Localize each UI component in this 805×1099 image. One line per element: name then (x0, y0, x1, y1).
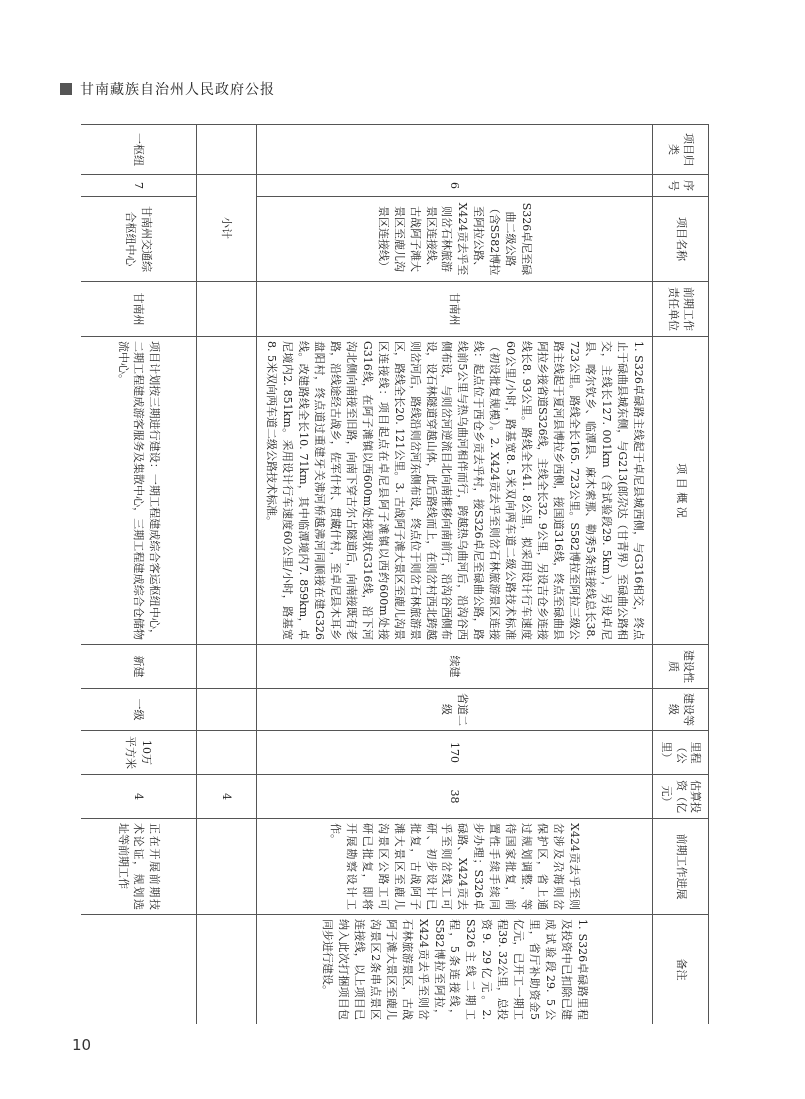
empty-cell (197, 915, 257, 1025)
empty-cell (197, 645, 257, 689)
table-container (81, 124, 709, 1024)
construction-grade: 一级 (81, 689, 197, 731)
estimated-investment: 38 (257, 775, 653, 819)
mileage: 10万平方米 (81, 731, 197, 775)
subtotal-investment: 4 (197, 775, 257, 819)
notes: 1. S326卓碌路里程及投资中已扣除已建成试验段29. 5公里，省厅补助资金5亿元，已开工一期工程39. 32公里，总投资9. 29亿元。2. S326主线二期工程，5条连接线，S582博拉至阿拉，X424贡去乎至则岔石林旅游景区，古战阿子滩大景区至鹿儿沟景区2条串点景区连接线，以上项目已纳入此次打捆项目包同步进行建设。 (257, 915, 653, 1025)
construction-nature: 新建 (81, 645, 197, 689)
page-header (60, 79, 275, 99)
project-name: 甘南州交通综合枢纽中心 (81, 197, 197, 282)
project-table (81, 124, 709, 1024)
col-header: 前期工作责任单位 (653, 282, 709, 337)
col-header: 前期工作进展 (653, 819, 709, 915)
header-title: 甘南藏族自治州人民政府公报 (80, 82, 275, 98)
table-row (81, 125, 197, 1025)
col-header: 估算投资（亿元） (653, 775, 709, 819)
col-header: 备注 (653, 915, 709, 1025)
empty-cell (197, 689, 257, 731)
mileage: 170 (257, 731, 653, 775)
project-description: 1. S326卓碌路主线起于卓尼县城西侧，与G316相交，终点止于碌曲县城东侧，与G213(郎尕达（甘青界）至碌曲公路相交，主线长127. 001km（含试验段29. 5km），另设卓尼县、喀尔钦乡、临潭县、麻木索那、勒秀5条连接线总长38. 723公里。路线全长165. 723公里。S582博拉至阿拉三级公路主线起于夏河县博拉乡西侧，接国道316线，终点至碌曲县阿拉乡接省道S326线，主线全长32. 9公里，另设吉仓乡连接线长8. 93公里。路线全长41. 8公里，拟采用设计行车速度60公里/小时，路基宽8. 5米双向两车道二级公路技术标准（初设批复规模）。2. X424贡去乎至则岔石林旅游景区连接线：起点位于西仓乡贡去乎村，接S326卓尼至碌曲公路，路线前5公里与热乌曲河相伴而行，跨越热乌曲河后，沿沟谷西侧布设，与则岔河逆流目北向南推移向南前行，沿沟谷西侧布设，设石林隧道穿越山体，此后路线而上，在则岔村西北跨越则岔河后，路线沿则岔河东侧布设，终点位于则岔石林旅游景区，路线全长20. 121公里。3. 古战阿子滩大景区至鹿儿沟景区连接线：项目起点在卓尼县阿子滩镇以西约600m处接G316线，在阿子滩镇以西600m处接现状G316线，沿下河沟北侧向南接至旧路，向南下穿古尔占隧道后，向南接既有老路，沿线途经古战乡，佐军什村、贯藏什村，至卓尼县木耳乡盘阳村，终点道过重建牙关沸河桥越沸河同顺接在建G326线。改建路线全长10. 71km，其中临潭境内7. 859km，卓尼境内2. 851km。采用设计行车速度60公里/小时，路基宽8. 5米双向两车道二级公路技术标准。 (257, 337, 653, 645)
subtotal-row (197, 125, 257, 1025)
responsible-unit: 甘南州 (81, 282, 197, 337)
col-header: 建设性质 (653, 645, 709, 689)
category-cell: 一枢纽 (81, 125, 197, 175)
empty-cell (197, 282, 257, 337)
col-header: 项目名称 (653, 197, 709, 282)
header-square-icon (60, 83, 72, 95)
empty-cell (197, 337, 257, 645)
category-cell (197, 125, 257, 175)
table-row (257, 125, 653, 1025)
col-header: 项 目 概 况 (653, 337, 709, 645)
empty-cell (197, 731, 257, 775)
subtotal-label: 小计 (197, 175, 257, 282)
row-number: 6 (257, 175, 653, 197)
row-number: 7 (81, 175, 197, 197)
progress: 正在开展前期技术论证，规划选址等前期工作 (81, 819, 197, 915)
col-header: 项目归类 (653, 125, 709, 175)
table-header-row (653, 125, 709, 1025)
notes (81, 915, 197, 1025)
responsible-unit: 甘南州 (257, 282, 653, 337)
construction-nature: 续建 (257, 645, 653, 689)
col-header: 里程（公里） (653, 731, 709, 775)
col-header: 建设等级 (653, 689, 709, 731)
construction-grade: 省道二级 (257, 689, 653, 731)
page-number: 10 (72, 1036, 92, 1054)
col-header: 序号 (653, 175, 709, 197)
progress: X424贡去乎至则岔涉及尕海则岔保护区，省上通过规划调整，等待国家批复，前置性手续手续同步办理；S326卓碌路、X424贡去乎至则岔线工可研、初步设计已批复，古战阿子滩大景区至鹿儿沟景区公路工可研已批复，即将开展勘察设计工作。 (257, 819, 653, 915)
estimated-investment: 4 (81, 775, 197, 819)
project-description: 项目计划按三期进行建设：一期工程建成综合客运枢纽中心，二期工程建成游客服务及集散中心，三期工程建成综合仓储物流中心。 (81, 337, 197, 645)
project-name: S326卓尼至碌曲二级公路（含S582博拉至阿拉公路、X424贡去乎至则岔石林旅游景区连接线、古战阿子滩大景区至鹿儿沟景区连接线） (257, 197, 653, 282)
category-cell (257, 125, 653, 175)
empty-cell (197, 819, 257, 915)
